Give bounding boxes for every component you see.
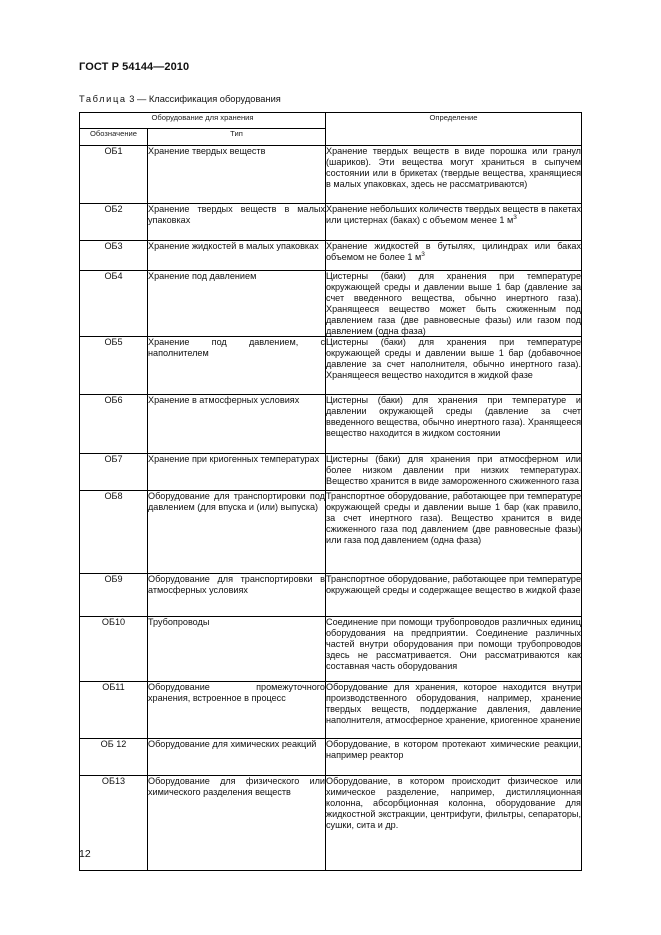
row-code: ОБ3 <box>80 241 148 271</box>
row-code: ОБ 12 <box>80 739 148 776</box>
row-code: ОБ7 <box>80 454 148 491</box>
caption-number: 3 <box>129 94 135 104</box>
row-definition <box>326 776 582 871</box>
row-definition-text: Цистерны (баки) для хранения при атмосферном или более низком давлении при низких температурах. Вещество хранится в виде замороженного сжиженного газа <box>326 454 581 487</box>
document-id: ГОСТ Р 54144—2010 <box>79 61 190 73</box>
row-definition-text: Оборудование, в котором происходит физическое или химическое разделение, например, дистилляционная колонна, абсорбционная колонна, оборудование для жидкостной экстракции, центрифуги, фильтры, сепараторы, сушки, сита и др. <box>326 776 581 831</box>
row-definition-text: Хранение твердых веществ в виде порошка или гранул (шариков). Эти вещества могут храниться в сыпучем состоянии или в брикетах (твердые вещества, хранящиеся в малых упаковках, здесь не рассматриваются) <box>326 146 581 189</box>
row-type: Оборудование промежуточного хранения, встроенное в процесс <box>148 682 326 739</box>
row-definition-text: Цистерны (баки) для хранения при температуре окружающей среды и давлении выше 1 бар (давление за счет введенного вещества, обычно инертного газа). Хранящееся вещество может быть сжиженным под давлением газа (две равновесные фазы) или газом под давлением (одна фаза) <box>326 271 581 336</box>
row-definition-text: Цистерны (баки) для хранения при температуре и давлении окружающей среды (давление за счет введенного вещества, обычно инертного газа). Хранящееся вещество находится в жидком состоянии <box>326 395 581 439</box>
table-row <box>80 241 582 271</box>
row-definition-text: Цистерны (баки) для хранения при температуре окружающей среды и давлении выше 1 бар (добавочное давление за счет наполнителя, обычно инертного газа). Хранящееся вещество находится в жидкой фазе <box>326 337 581 381</box>
caption-label: Таблица <box>79 94 127 104</box>
row-definition-text: Хранение жидкостей в бутылях, цилиндрах или баках объемом не более 1 м <box>326 241 581 262</box>
row-definition <box>326 617 582 682</box>
row-code: ОБ6 <box>80 395 148 454</box>
table-row <box>80 204 582 241</box>
table-row <box>80 337 582 395</box>
row-code: ОБ8 <box>80 491 148 574</box>
group-header: Оборудование для хранения <box>80 113 326 129</box>
type-header: Тип <box>148 129 326 146</box>
row-definition <box>326 241 582 271</box>
row-code: ОБ1 <box>80 146 148 204</box>
row-definition-text: Соединение при помощи трубопроводов различных единиц оборудования на предприятии. Соединение различных частей внутри оборудования при помощи трубопроводов здесь не рассматривается. Они рассматриваются как составная часть оборудования <box>326 617 581 672</box>
row-type: Трубопроводы <box>148 617 326 682</box>
row-code: ОБ13 <box>80 776 148 871</box>
page-number: 12 <box>79 848 91 860</box>
row-type: Хранение под давлением <box>148 271 326 337</box>
table-row <box>80 682 582 739</box>
row-definition <box>326 204 582 241</box>
table-row <box>80 454 582 491</box>
row-type: Оборудование для транспортировки под давлением (для впуска и (или) выпуска) <box>148 491 326 574</box>
row-definition-text: Транспортное оборудование, работающее при температуре окружающей среды и содержащее вещество в жидкой фазе <box>326 574 581 596</box>
row-code: ОБ10 <box>80 617 148 682</box>
row-type: Оборудование для транспортировки в атмосферных условиях <box>148 574 326 617</box>
table-row <box>80 491 582 574</box>
classification-table <box>79 112 582 871</box>
row-type: Оборудование для физического или химического разделения веществ <box>148 776 326 871</box>
row-type: Хранение под давлением, с наполнителем <box>148 337 326 395</box>
row-type: Хранение твердых веществ <box>148 146 326 204</box>
row-type: Хранение в атмосферных условиях <box>148 395 326 454</box>
row-definition <box>326 395 582 454</box>
unit-superscript: 3 <box>513 213 517 221</box>
row-definition-text: Оборудование для хранения, которое находится внутри производственного оборудования, например, хранение твердых веществ, поддержание давления, давление наполнителя, атмосферное хранение, криогенное хранение <box>326 682 581 726</box>
row-code: ОБ5 <box>80 337 148 395</box>
table-caption <box>79 94 281 104</box>
row-definition <box>326 739 582 776</box>
row-definition <box>326 146 582 204</box>
table-row <box>80 617 582 682</box>
table-row <box>80 574 582 617</box>
unit-superscript: 3 <box>421 250 425 258</box>
row-definition <box>326 574 582 617</box>
row-code: ОБ11 <box>80 682 148 739</box>
row-definition <box>326 491 582 574</box>
row-definition <box>326 454 582 491</box>
row-definition <box>326 337 582 395</box>
row-code: ОБ4 <box>80 271 148 337</box>
code-header: Обозначение <box>80 129 148 146</box>
table-row <box>80 395 582 454</box>
table-row <box>80 776 582 871</box>
table-row <box>80 739 582 776</box>
row-type: Хранение жидкостей в малых упаковках <box>148 241 326 271</box>
row-definition-text: Транспортное оборудование, работающее при температуре окружающей среды и давлении выше 1 бар (как правило, за счет инертного газа). Вещество хранится в виде сжиженного газа под давлением (две равновесные фазы) или газа под давлением (одна фаза) <box>326 491 581 546</box>
definition-header: Определение <box>326 113 582 146</box>
row-code: ОБ9 <box>80 574 148 617</box>
row-definition-text: Хранение небольших количеств твердых веществ в пакетах или цистернах (баках) с объемом менее 1 м <box>326 204 581 225</box>
row-type: Хранение твердых веществ в малых упаковках <box>148 204 326 241</box>
caption-title: — Классификация оборудования <box>134 94 281 104</box>
row-definition-text: Оборудование, в котором протекают химические реакции, например реактор <box>326 739 581 761</box>
row-definition <box>326 271 582 337</box>
table-row <box>80 271 582 337</box>
row-type: Оборудование для химических реакций <box>148 739 326 776</box>
row-code: ОБ2 <box>80 204 148 241</box>
table-row <box>80 146 582 204</box>
row-type: Хранение при криогенных температурах <box>148 454 326 491</box>
row-definition <box>326 682 582 739</box>
